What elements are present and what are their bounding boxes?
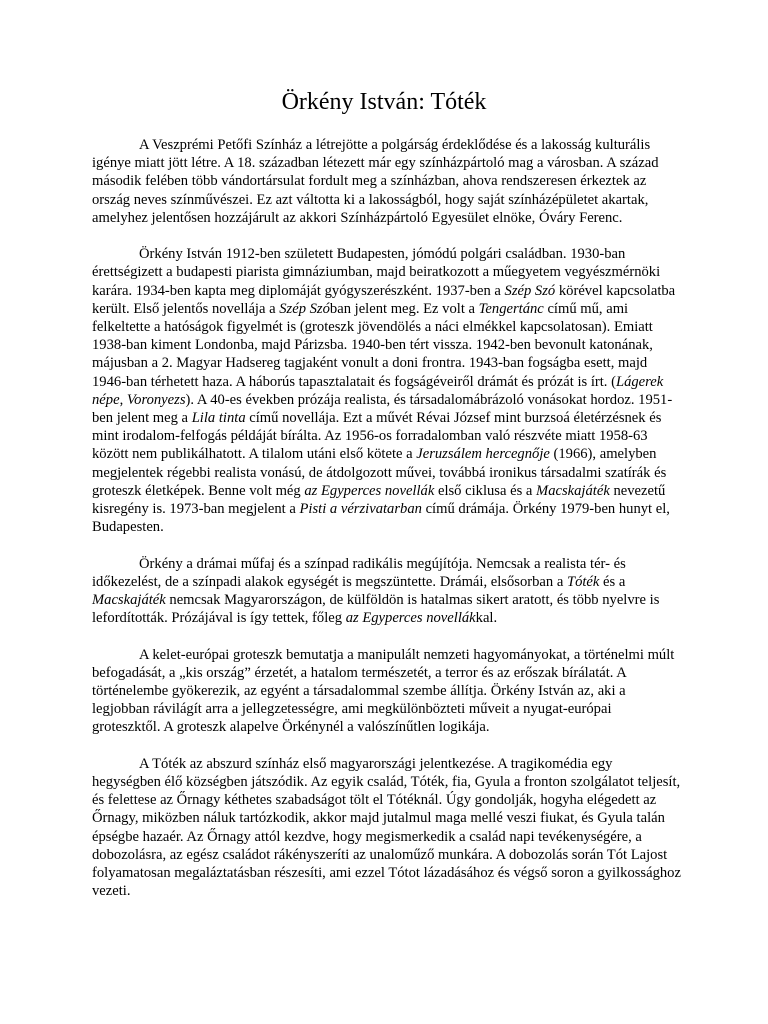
paragraph-biography xyxy=(92,245,682,536)
paragraph-drama-innovation xyxy=(92,555,682,628)
paragraph-east-european-grotesque xyxy=(92,646,682,737)
italic-text-run: Macskajáték xyxy=(92,592,166,609)
text-run: című mű, ami felkeltette a hatóságok figyelmét is (groteszk jövendölés a náci elmékkel kapcsolatosan). Emiatt 1938-ban kiment Londonba, majd Párizsba. 1940-ben tért vissza. 1942-ben bevonult katonának, májusban a 2. Magyar Hadsereg tagjaként vonult a doni frontra. 1943-ban fogságba esett, majd 1946-ban térhetett haza. A háborús tapasztalatait és fogságéveiről drámát és prózát is írt. ( xyxy=(92,300,653,390)
italic-text-run: Szép Szó xyxy=(504,282,556,299)
italic-text-run: Jeruzsálem hercegnője xyxy=(416,446,550,463)
text-run: körével kapcsolatba került. Első jelentős novellája a xyxy=(92,282,676,317)
italic-text-run: Pisti a vérzivatarban xyxy=(299,501,422,518)
text-run: és a xyxy=(599,573,626,590)
text-run: A Veszprémi Petőfi Színház a létrejötte a polgárság érdeklődése és a lakosság kulturális igénye miatt jött létre. A 18. században létezett már egy színházpártoló mag a városban. A század második felében több vándortársulat fordult meg a színházban, ahova rendszeresen érkeztek az ország neves színművészei. Ez azt váltotta ki a lakosságból, hogy saját színházépületet akartak, amelyhez jelentősen hozzájárult az akkori Színházpártoló Egyesület elnöke, Óváry Ferenc. xyxy=(92,137,659,226)
italic-text-run: Voronyezs xyxy=(126,391,186,408)
text-run: első ciklusa és a xyxy=(434,482,537,499)
text-run: című novellája. Ezt a művét Révai József mint burzsoá életérzésnek és mint irodalom-felfogás példáját bírálta. Az 1956-os forradalomban való részvéte miatt 1958-63 között nem publikálhatott. A tilalom utáni első kötete a xyxy=(92,410,662,463)
text-run: nevezetű kisregény is. 1973-ban megjelent a xyxy=(92,482,666,518)
document-body xyxy=(92,136,682,919)
text-run: ). A 40-es években prózája realista, és társadalomábrázoló vonásokat hordoz. 1951-ben jelent meg a xyxy=(92,391,673,427)
text-run: nemcsak Magyarországon, de külföldön is hatalmas sikert aratott, és több nyelvre is lefordították. Prózájával is így tettek, főleg xyxy=(92,592,660,627)
italic-text-run: Szép Szó xyxy=(279,300,330,317)
italic-text-run: Tóték xyxy=(566,573,600,590)
italic-text-run: Lila tinta xyxy=(191,410,246,427)
text-run: , xyxy=(119,391,127,408)
text-run: című drámája. Örkény 1979-ben hunyt el, Budapesten. xyxy=(92,501,670,536)
document-title: Örkény István: Tóték xyxy=(281,89,487,115)
text-run: ban jelent meg. Ez volt a xyxy=(329,300,479,317)
text-run: Örkény István 1912-ben született Budapesten, jómódú polgári családban. 1930-ban érettségizett a budapesti piarista gimnáziumban, majd beiratkozott a műegyetem vegyészmérnöki karára. 1934-ben kapta meg diplomáját gyógyszerészként. 1937-ben a xyxy=(92,246,661,299)
italic-text-run: Tengertánc xyxy=(478,300,544,317)
italic-text-run: Lágerek népe xyxy=(92,373,664,408)
text-run: Örkény a drámai műfaj és a színpad radikális megújítója. Nemcsak a realista tér- és időkezelést, de a színpadi alakok egységét is megszüntette. Drámái, elsősorban a xyxy=(92,555,626,590)
paragraph-theater-history xyxy=(92,136,682,227)
text-run: A kelet-európai groteszk bemutatja a manipulált nemzeti hagyományokat, a történelmi múlt befogadását, a „kis ország” érzetét, a hatalom természetét, a terror és az erőszak bírálatát. A történelembe gyökerezik, az egyént a társadalommal szembe állítja. Örkény István az, aki a legjobban rávilágít arra a jellegzetességre, ami megkülönbözteti műveit a nyugat-európai groteszktől. A groteszk alapelve Örkénynél a valószínűtlen logikája. xyxy=(92,646,675,736)
text-run: kal. xyxy=(475,610,498,627)
text-run: A Tóték az abszurd színház első magyarországi jelentkezése. A tragikomédia egy hegységben élő községben játszódik. Az egyik család, Tóték, fia, Gyula a fronton szolgálatot teljesít, és felettese az Őrnagy kéthetes szabadságot tölt el Tótéknál. Úgy gondolják, hogyha elégedett az Őrnagy, miközben náluk tartózkodik, akkor majd jutalmul maga mellé veszi fiukat, és Gyula talán épségbe hazaér. Az Őrnagy attól kezdve, hogy megismerkedik a család napi tevékenységére, a dobozolásra, az egész családot rákényszeríti az unaloműző munkára. A dobozolás során Tót Lajost folyamatosan megaláztatásban részesíti, ami ezzel Tótot lázadásához és végső soron a gyilkossághoz vezeti. xyxy=(92,755,681,900)
paragraph-toték-summary xyxy=(92,755,682,901)
italic-text-run: Macskajáték xyxy=(536,482,610,499)
italic-text-run: az Egyperces novellák xyxy=(345,610,476,627)
italic-text-run: az Egyperces novellák xyxy=(304,482,435,499)
text-run: (1966), amelyben megjelentek régebbi realista vonású, de átdolgozott művei, továbbá ironikus társadalmi szatírák és groteszk életképek. Benne volt még xyxy=(92,446,667,499)
